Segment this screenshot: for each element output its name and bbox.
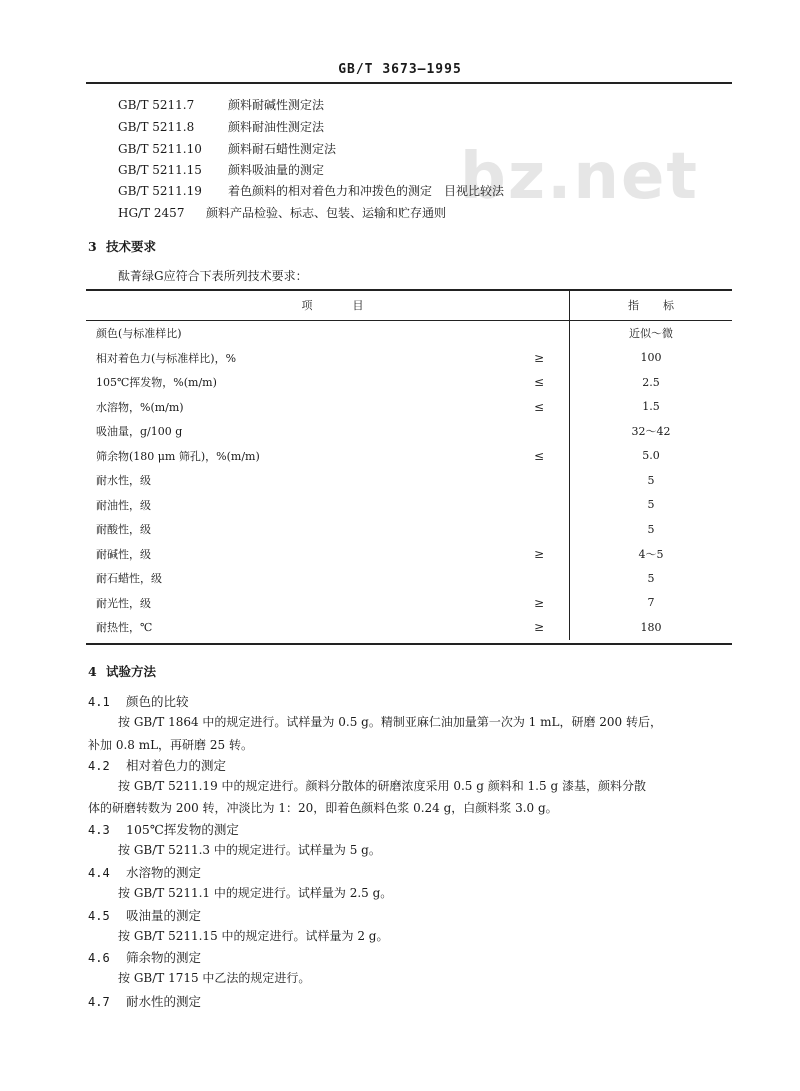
section-3-heading: 3 技术要求: [88, 239, 157, 254]
subsection-4-5-text: 按 GB/T 5211.15 中的规定进行。试样量为 2 g。: [118, 929, 389, 943]
reference-item: GB/T 5211.8 颜料耐油性测定法: [118, 120, 325, 134]
table-row: 颜色(与标准样比) 近似～微: [86, 321, 732, 346]
table-row: 筛余物(180 μm 筛孔)，%(m/m) ≤ 5.0: [86, 444, 732, 469]
table-row: 耐碱性，级 ≥ 4～5: [86, 542, 732, 567]
header-item: 项目: [86, 290, 570, 321]
subsection-4-3-heading: 4.3 105℃挥发物的测定: [88, 822, 239, 837]
subsection-4-2-heading: 4.2 相对着色力的测定: [88, 758, 227, 773]
watermark: bz.net: [460, 140, 699, 214]
table-row: 耐石蜡性，级 5: [86, 566, 732, 591]
table-row: 耐酸性，级 5: [86, 517, 732, 542]
subsection-4-6-heading: 4.6 筛余物的测定: [88, 950, 202, 965]
section-4-heading: 4 试验方法: [88, 664, 157, 679]
reference-item: GB/T 5211.19 着色颜料的相对着色力和冲拨色的测定 目视比较法: [118, 184, 505, 198]
subsection-4-3-text: 按 GB/T 5211.3 中的规定进行。试样量为 5 g。: [118, 843, 381, 857]
table-header-row: [86, 290, 732, 321]
subsection-4-1-heading: 4.1 颜色的比较: [88, 694, 189, 709]
section-3-intro: 酞菁绿G应符合下表所列技术要求：: [118, 269, 308, 283]
subsection-4-6-text: 按 GB/T 1715 中乙法的规定进行。: [118, 971, 311, 985]
subsection-4-2-text: 体的研磨转数为 200 转，冲淡比为 1：20，即着色颜料色浆 0.24 g，白颜料浆 3.0 g。: [88, 801, 558, 815]
reference-item: HG/T 2457 颜料产品检验、标志、包装、运输和贮存通则: [118, 206, 447, 220]
spec-table: [86, 290, 732, 640]
reference-item: GB/T 5211.10 颜料耐石蜡性测定法: [118, 142, 337, 156]
header-rule: [86, 82, 732, 84]
subsection-4-4-text: 按 GB/T 5211.1 中的规定进行。试样量为 2.5 g。: [118, 886, 393, 900]
header-value: 指标: [570, 290, 733, 321]
subsection-4-5-heading: 4.5 吸油量的测定: [88, 908, 202, 923]
table-row: 耐热性，℃ ≥ 180: [86, 615, 732, 640]
table-bottom-rule: [86, 643, 732, 645]
table-row: 耐油性，级 5: [86, 493, 732, 518]
reference-item: GB/T 5211.15 颜料吸油量的测定: [118, 163, 325, 177]
table-row: 吸油量，g/100 g 32～42: [86, 419, 732, 444]
subsection-4-2-text: 按 GB/T 5211.19 中的规定进行。颜料分散体的研磨浓度采用 0.5 g 颜料和 1.5 g 漆基，颜料分散: [118, 779, 646, 793]
table-row: 105℃挥发物，%(m/m) ≤ 2.5: [86, 370, 732, 395]
table-row: 耐水性，级 5: [86, 468, 732, 493]
subsection-4-1-text: 按 GB/T 1864 中的规定进行。试样量为 0.5 g。精制亚麻仁油加量第一次为 1 mL，研磨 200 转后，: [118, 715, 662, 729]
subsection-4-7-heading: 4.7 耐水性的测定: [88, 994, 202, 1009]
reference-item: GB/T 5211.7 颜料耐碱性测定法: [118, 98, 325, 112]
document-code-header: GB/T 3673—1995: [338, 62, 462, 77]
subsection-4-4-heading: 4.4 水溶物的测定: [88, 865, 202, 880]
subsection-4-1-text: 补加 0.8 mL，再研磨 25 转。: [88, 738, 253, 752]
table-row: 相对着色力(与标准样比)，% ≥ 100: [86, 346, 732, 371]
table-row: 水溶物，%(m/m) ≤ 1.5: [86, 395, 732, 420]
table-row: 耐光性，级 ≥ 7: [86, 591, 732, 616]
